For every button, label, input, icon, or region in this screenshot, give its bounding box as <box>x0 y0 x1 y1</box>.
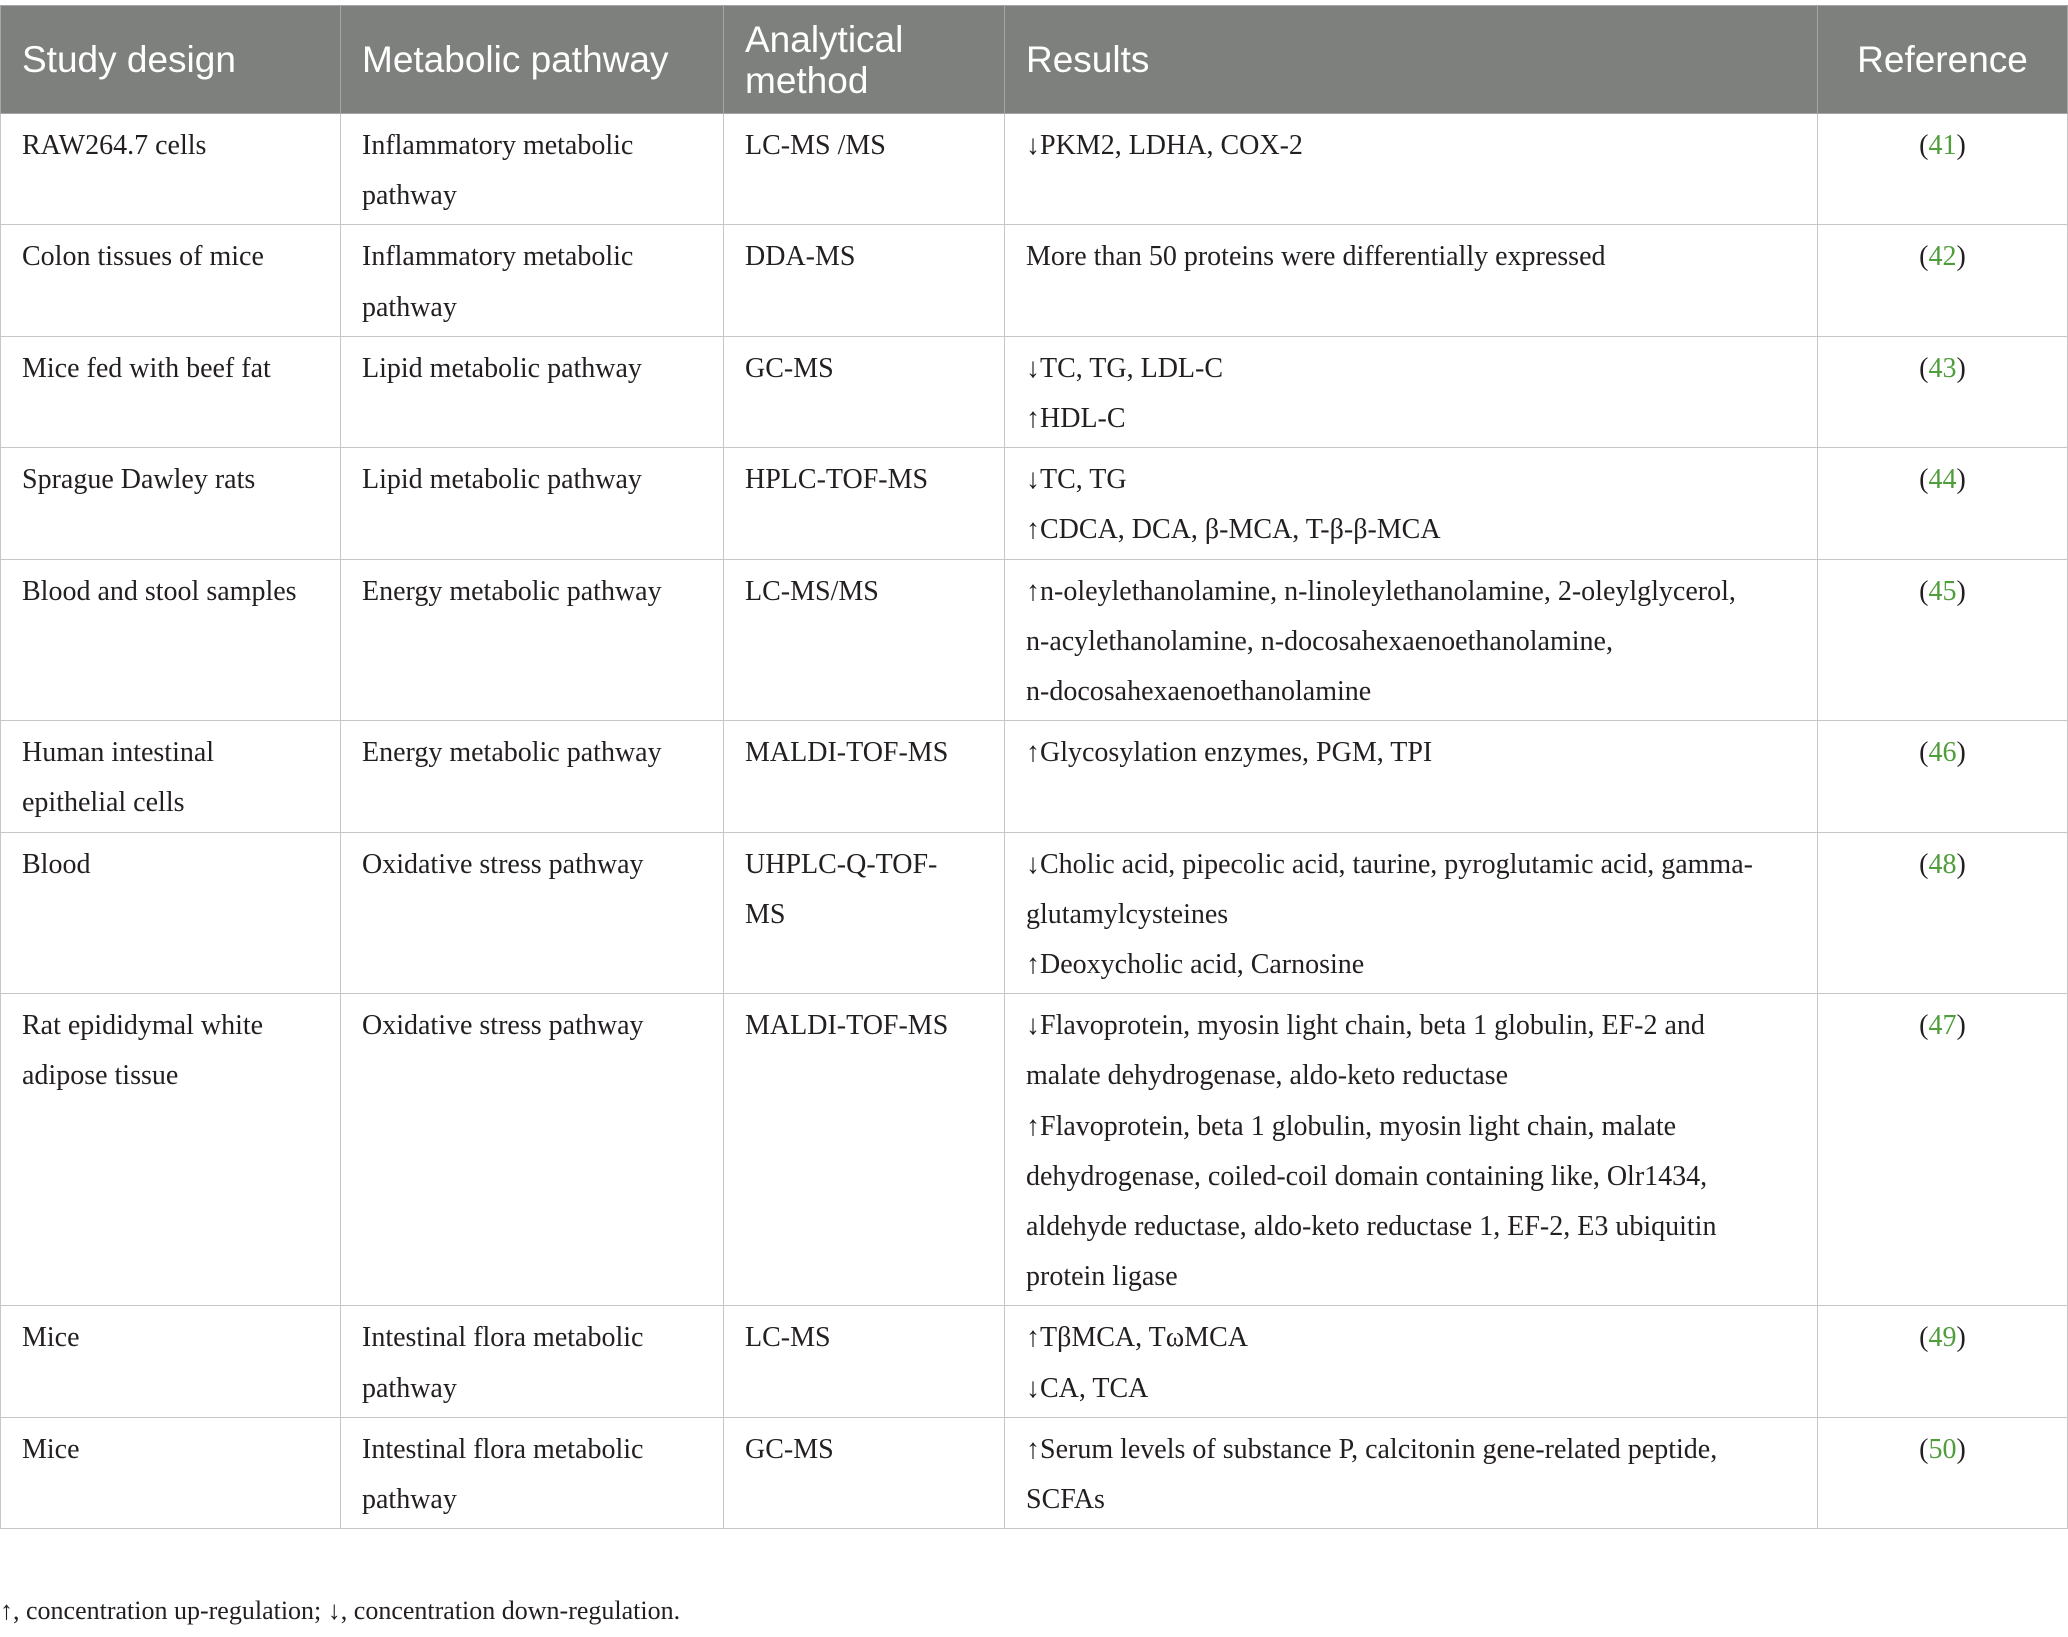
ref-paren-open: ( <box>1919 737 1929 769</box>
reference-cell <box>1818 721 2068 832</box>
table-header <box>1 6 2068 114</box>
results-cell: ↑Glycosylation enzymes, PGM, TPI <box>1005 721 1818 832</box>
ref-paren-close: ) <box>1956 1010 1966 1042</box>
metabolic-pathway-cell: Inflammatory metabolic pathway <box>341 225 724 336</box>
reference-cell <box>1818 225 2068 336</box>
metabolic-pathway-cell: Oxidative stress pathway <box>341 832 724 994</box>
results-cell: ↓TC, TG, LDL-C ↑HDL-C <box>1005 336 1818 447</box>
reference-cell <box>1818 1417 2068 1528</box>
reference-cell <box>1818 832 2068 994</box>
ref-paren-close: ) <box>1956 464 1966 496</box>
reference-link[interactable]: 48 <box>1928 848 1957 880</box>
results-cell: ↓TC, TG ↑CDCA, DCA, β-MCA, T-β-β-MCA <box>1005 448 1818 559</box>
study-design-cell: Rat epididymal white adipose tissue <box>1 994 341 1306</box>
ref-paren-close: ) <box>1956 737 1966 769</box>
analytical-method-cell: GC-MS <box>724 1417 1005 1528</box>
ref-paren-open: ( <box>1919 1433 1929 1465</box>
table-row <box>1 225 2068 336</box>
table-row <box>1 559 2068 721</box>
results-cell: More than 50 proteins were differentially expressed <box>1005 225 1818 336</box>
table-row <box>1 448 2068 559</box>
ref-paren-open: ( <box>1919 464 1929 496</box>
ref-paren-open: ( <box>1919 1322 1929 1354</box>
reference-cell <box>1818 114 2068 225</box>
results-cell: ↓Flavoprotein, myosin light chain, beta 1 globulin, EF-2 and malate dehydrogenase, aldo-keto reductase ↑Flavoprotein, beta 1 globulin, myosin light chain, malate dehydrogenase, coiled-coil domain containing like, Olr1434, aldehyde reductase, aldo-keto reductase 1, EF-2, E3 ubiquitin protein ligase <box>1005 994 1818 1306</box>
study-design-cell: Mice <box>1 1306 341 1417</box>
header-metabolic-pathway: Metabolic pathway <box>341 6 724 114</box>
reference-link[interactable]: 50 <box>1928 1433 1957 1465</box>
table-row <box>1 994 2068 1306</box>
metabolic-pathway-cell: Oxidative stress pathway <box>341 994 724 1306</box>
table-body <box>1 114 2068 1529</box>
header-analytical-method: Analytical method <box>724 6 1005 114</box>
reference-link[interactable]: 43 <box>1928 352 1957 384</box>
reference-link[interactable]: 42 <box>1928 241 1957 273</box>
reference-link[interactable]: 47 <box>1928 1010 1957 1042</box>
results-cell: ↑Serum levels of substance P, calcitonin gene-related peptide, SCFAs <box>1005 1417 1818 1528</box>
reference-link[interactable]: 49 <box>1928 1322 1957 1354</box>
analytical-method-cell: UHPLC-Q-TOF- MS <box>724 832 1005 994</box>
metabolic-pathway-cell: Intestinal flora metabolic pathway <box>341 1306 724 1417</box>
metabolic-pathway-cell: Energy metabolic pathway <box>341 559 724 721</box>
study-design-cell: Sprague Dawley rats <box>1 448 341 559</box>
header-row <box>1 6 2068 114</box>
analytical-method-cell: MALDI-TOF-MS <box>724 994 1005 1306</box>
reference-link[interactable]: 46 <box>1928 737 1957 769</box>
table-row <box>1 336 2068 447</box>
table-row <box>1 721 2068 832</box>
reference-link[interactable]: 45 <box>1928 575 1957 607</box>
study-design-cell: Mice <box>1 1417 341 1528</box>
metabolic-pathway-cell: Energy metabolic pathway <box>341 721 724 832</box>
ref-paren-close: ) <box>1956 130 1966 161</box>
table-row <box>1 1417 2068 1528</box>
header-reference: Reference <box>1818 6 2068 114</box>
results-cell: ↑n-oleylethanolamine, n-linoleylethanolamine, 2-oleylglycerol, n-acylethanolamine, n-docosahexaenoethanolamine, n-docosahexaenoethanolamine <box>1005 559 1818 721</box>
analytical-method-cell: LC-MS <box>724 1306 1005 1417</box>
metabolomics-table <box>0 5 2068 1529</box>
study-design-cell: RAW264.7 cells <box>1 114 341 225</box>
analytical-method-cell: DDA-MS <box>724 225 1005 336</box>
results-cell: ↑TβMCA, TωMCA ↓CA, TCA <box>1005 1306 1818 1417</box>
table-row <box>1 832 2068 994</box>
ref-paren-open: ( <box>1919 1010 1929 1042</box>
ref-paren-close: ) <box>1956 1433 1966 1465</box>
metabolic-pathway-cell: Inflammatory metabolic pathway <box>341 114 724 225</box>
analytical-method-cell: HPLC-TOF-MS <box>724 448 1005 559</box>
table-footnote: ↑, concentration up-regulation; ↓, concentration down-regulation. <box>0 1596 681 1625</box>
metabolic-pathway-cell: Lipid metabolic pathway <box>341 336 724 447</box>
study-design-cell: Colon tissues of mice <box>1 225 341 336</box>
reference-cell <box>1818 1306 2068 1417</box>
reference-link[interactable]: 44 <box>1928 464 1957 496</box>
ref-paren-open: ( <box>1919 575 1929 607</box>
ref-paren-open: ( <box>1919 848 1929 880</box>
ref-paren-close: ) <box>1956 241 1966 273</box>
reference-link[interactable]: 41 <box>1928 130 1957 161</box>
study-design-cell: Blood and stool samples <box>1 559 341 721</box>
analytical-method-cell: MALDI-TOF-MS <box>724 721 1005 832</box>
analytical-method-cell: LC-MS /MS <box>724 114 1005 225</box>
header-study-design: Study design <box>1 6 341 114</box>
study-design-cell: Human intestinal epithelial cells <box>1 721 341 832</box>
study-design-cell: Blood <box>1 832 341 994</box>
ref-paren-close: ) <box>1956 575 1966 607</box>
metabolic-pathway-cell: Lipid metabolic pathway <box>341 448 724 559</box>
analytical-method-cell: LC-MS/MS <box>724 559 1005 721</box>
reference-cell <box>1818 994 2068 1306</box>
metabolic-pathway-cell: Intestinal flora metabolic pathway <box>341 1417 724 1528</box>
reference-cell <box>1818 336 2068 447</box>
reference-cell <box>1818 559 2068 721</box>
ref-paren-close: ) <box>1956 352 1966 384</box>
reference-cell <box>1818 448 2068 559</box>
ref-paren-open: ( <box>1919 130 1929 161</box>
ref-paren-close: ) <box>1956 1322 1966 1354</box>
ref-paren-close: ) <box>1956 848 1966 880</box>
table-row <box>1 114 2068 225</box>
ref-paren-open: ( <box>1919 352 1929 384</box>
study-design-cell: Mice fed with beef fat <box>1 336 341 447</box>
analytical-method-cell: GC-MS <box>724 336 1005 447</box>
ref-paren-open: ( <box>1919 241 1929 273</box>
header-results: Results <box>1005 6 1818 114</box>
results-cell: ↓PKM2, LDHA, COX-2 <box>1005 114 1818 225</box>
results-cell: ↓Cholic acid, pipecolic acid, taurine, pyroglutamic acid, gamma- glutamylcysteines ↑Deoxycholic acid, Carnosine <box>1005 832 1818 994</box>
table-row <box>1 1306 2068 1417</box>
